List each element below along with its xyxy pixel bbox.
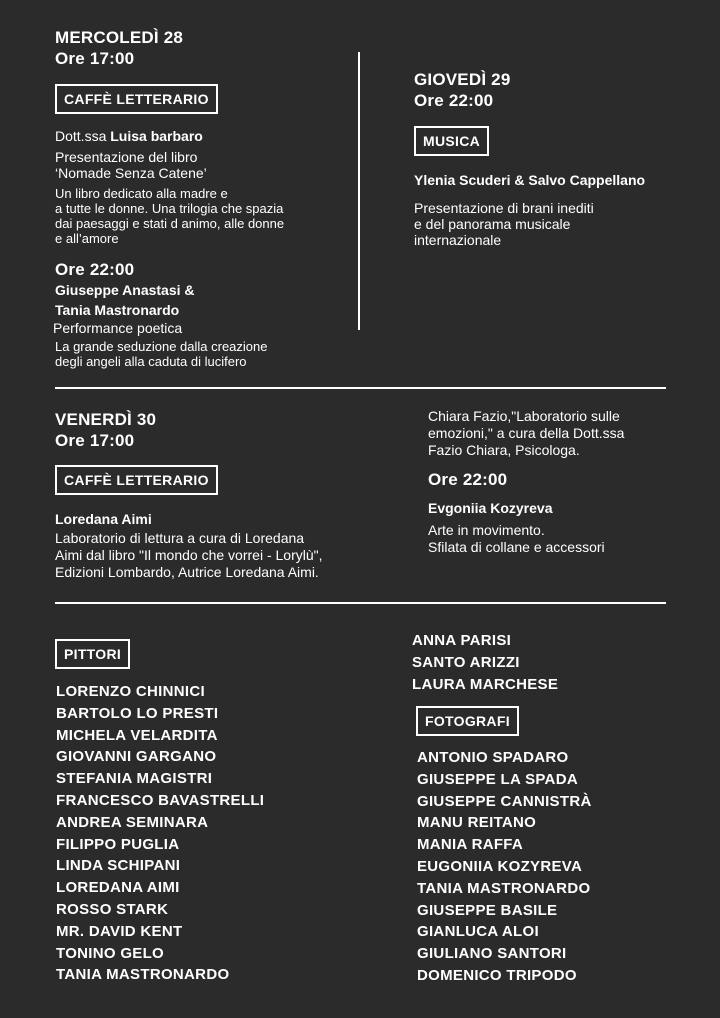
thursday-description [414, 200, 594, 248]
painter-name: MR. DAVID KENT [56, 922, 183, 940]
desc-line: dai paesaggi e stati d animo, alle donne [55, 216, 285, 231]
painters-list-continued [412, 630, 558, 695]
vertical-divider [358, 52, 360, 330]
wednesday-time-2: Ore 22:00 [55, 260, 135, 279]
painter-name: SANTO ARIZZI [412, 653, 520, 671]
painter-name: TANIA MASTRONARDO [56, 966, 230, 984]
wednesday-book-title: ‘Nomade Senza Catene’ [55, 165, 207, 181]
photographer-name: GIUSEPPE CANNISTRÀ [417, 792, 592, 810]
wednesday-performers [55, 281, 195, 319]
thursday-time: Ore 22:00 [414, 91, 494, 110]
wednesday-performance: Performance poetica [53, 320, 183, 336]
photographers-list [417, 747, 592, 987]
desc-line: emozioni," a cura della Dott.ssa [428, 425, 625, 441]
painters-badge: PITTORI [55, 639, 130, 669]
desc-line: degli angeli alla caduta di lucifero [55, 354, 247, 369]
photographer-name: TANIA MASTRONARDO [417, 879, 591, 897]
friday-right-description [428, 408, 624, 459]
desc-line: e del panorama musicale [414, 216, 571, 232]
painter-name: GIOVANNI GARGANO [56, 748, 217, 766]
friday-time: Ore 17:00 [55, 431, 135, 450]
painter-name: ROSSO STARK [56, 900, 169, 918]
performer-line: Tania Mastronardo [55, 302, 180, 318]
wednesday-performance-description [55, 339, 268, 369]
desc-line: internazionale [414, 232, 502, 248]
desc-line: Fazio Chiara, Psicologa. [428, 442, 580, 458]
desc-line: Sfilata di collane e accessori [428, 539, 605, 555]
painter-name: FILIPPO PUGLIA [56, 835, 180, 853]
photographer-name: ANTONIO SPADARO [417, 749, 569, 766]
friday-description-2 [428, 522, 605, 556]
photographer-name: GIANLUCA ALOI [417, 923, 539, 941]
section-divider [55, 602, 666, 604]
painter-name: MICHELA VELARDITA [56, 726, 218, 744]
desc-line: Chiara Fazio,"Laboratorio sulle [428, 408, 620, 424]
desc-line: a tutte le donne. Una trilogia che spazia [55, 201, 284, 216]
friday-speaker: Loredana Aimi [55, 511, 152, 527]
painter-name: LINDA SCHIPANI [56, 857, 181, 875]
painter-name: LOREDANA AIMI [56, 879, 180, 897]
photographer-name: GIUSEPPE LA SPADA [417, 770, 578, 788]
painter-name: LAURA MARCHESE [412, 675, 559, 693]
painter-name: FRANCESCO BAVASTRELLI [56, 791, 265, 809]
thursday-artists: Ylenia Scuderi & Salvo Cappellano [414, 172, 646, 188]
friday-artist-2: Evgoniia Kozyreva [428, 500, 553, 516]
painter-name: STEFANIA MAGISTRI [56, 770, 213, 788]
painter-name: ANDREA SEMINARA [56, 813, 209, 831]
painter-name: BARTOLO LO PRESTI [56, 704, 219, 722]
wednesday-description [55, 186, 355, 246]
wednesday-category-badge: CAFFÈ LETTERARIO [55, 84, 218, 114]
friday-day: VENERDÌ 30 [55, 410, 157, 429]
photographer-name: EUGONIIA KOZYREVA [417, 857, 583, 875]
desc-line: Un libro dedicato alla madre e [55, 186, 228, 201]
desc-line: e all’amore [55, 231, 119, 246]
speaker-name: Luisa barbaro [110, 128, 203, 144]
photographers-badge: FOTOGRAFI [416, 706, 519, 736]
performer-line: Giuseppe Anastasi & [55, 282, 195, 298]
desc-line: La grande seduzione dalla creazione [55, 339, 268, 354]
friday-time-2: Ore 22:00 [428, 470, 508, 489]
desc-line: Laboratorio di lettura a cura di Loredana [55, 530, 305, 546]
section-divider [55, 387, 666, 389]
wednesday-day: MERCOLEDÌ 28 [55, 28, 184, 47]
photographer-name: GIULIANO SANTORI [417, 945, 567, 963]
friday-category-badge: CAFFÈ LETTERARIO [55, 465, 218, 495]
thursday-day: GIOVEDÌ 29 [414, 70, 511, 89]
speaker-title: Dott.ssa [55, 128, 107, 144]
photographer-name: GIUSEPPE BASILE [417, 901, 558, 919]
painter-name: LORENZO CHINNICI [56, 683, 205, 700]
desc-line: Edizioni Lombardo, Autrice Loredana Aimi. [55, 564, 319, 580]
painters-list [56, 681, 264, 986]
painter-name: TONINO GELO [56, 944, 165, 962]
desc-line: Presentazione di brani inediti [414, 200, 594, 216]
photographer-name: MANIA RAFFA [417, 836, 524, 854]
painter-name: ANNA PARISI [412, 632, 512, 649]
wednesday-time: Ore 17:00 [55, 49, 135, 68]
friday-description [55, 530, 322, 581]
wednesday-presentation: Presentazione del libro [55, 149, 198, 165]
desc-line: Aimi dal libro "Il mondo che vorrei - Lorylù", [55, 547, 323, 563]
wednesday-speaker [55, 128, 203, 145]
desc-line: Arte in movimento. [428, 522, 545, 538]
photographer-name: MANU REITANO [417, 814, 537, 832]
photographer-name: DOMENICO TRIPODO [417, 966, 577, 984]
thursday-category-badge: MUSICA [414, 126, 489, 156]
